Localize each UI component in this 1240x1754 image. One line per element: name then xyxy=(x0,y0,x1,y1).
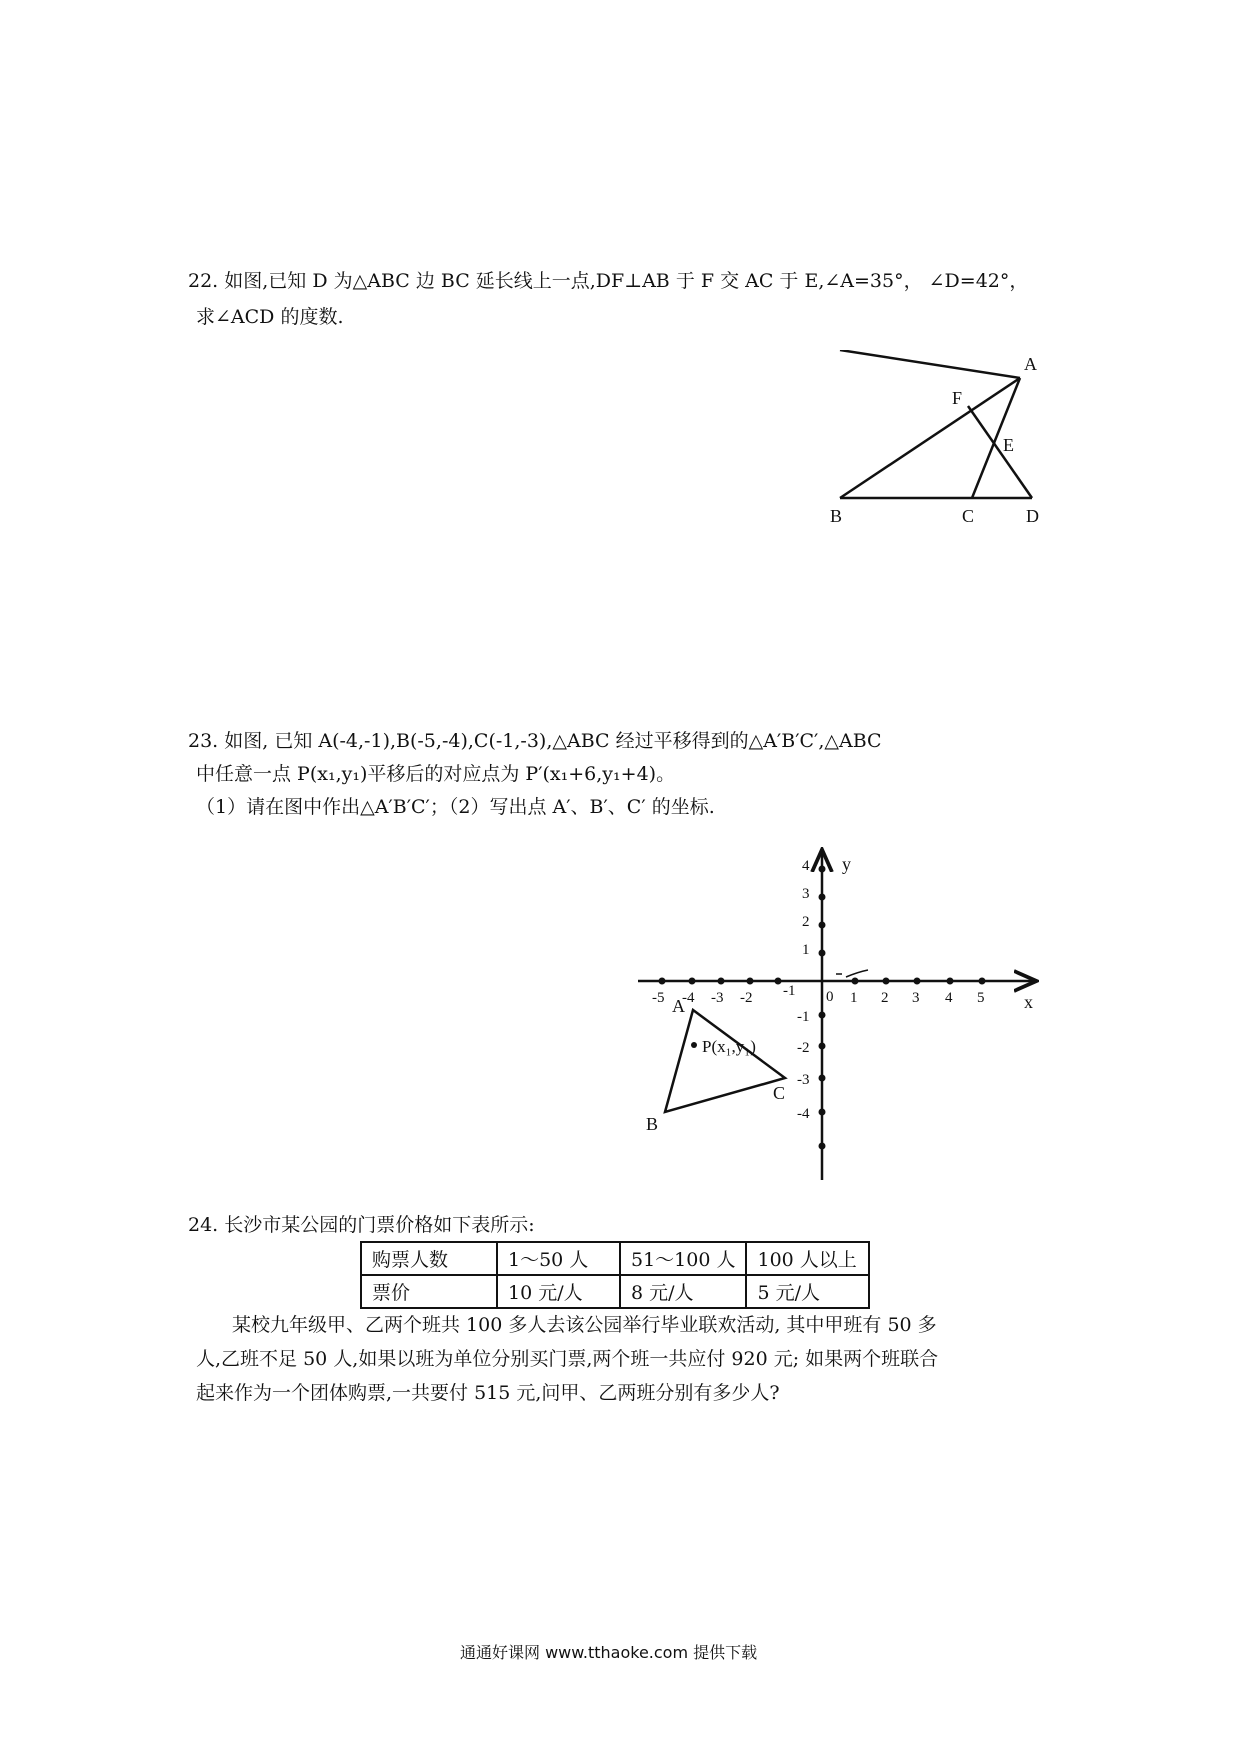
q24-para-line1: 某校九年级甲、乙两个班共 100 多人去该公园举行毕业联欢活动, 其中甲班有 50 多 xyxy=(232,1314,937,1336)
label-A: A xyxy=(1024,354,1037,374)
table-cell: 100 人以上 xyxy=(746,1242,869,1275)
label-E: E xyxy=(1003,435,1014,455)
x-tick-label: 5 xyxy=(977,990,985,1006)
segment-BA xyxy=(840,378,1020,498)
q24-intro: 24. 长沙市某公园的门票价格如下表所示: xyxy=(188,1214,535,1236)
x-tick-label: 4 xyxy=(945,990,953,1006)
table-cell: 8 元/人 xyxy=(620,1275,746,1308)
label-B: B xyxy=(830,506,843,526)
line-BA xyxy=(840,350,1020,378)
label-D: D xyxy=(1026,506,1039,526)
stray-mark xyxy=(836,970,868,977)
table-cell: 5 元/人 xyxy=(746,1275,869,1308)
label-F: F xyxy=(952,388,963,408)
table-row xyxy=(361,1242,869,1275)
point-label-A: A xyxy=(672,996,685,1016)
q23-coordinate-graph xyxy=(630,840,1050,1190)
point-label-B: B xyxy=(646,1114,659,1134)
y-axis-label: y xyxy=(842,854,851,874)
q24-para-line2: 人,乙班不足 50 人,如果以班为单位分别买门票,两个班一共应付 920 元; 如果两个班联合 xyxy=(196,1348,939,1370)
y-tick-label: 4 xyxy=(802,858,810,874)
table-cell: 票价 xyxy=(361,1275,497,1308)
q24-para-line3: 起来作为一个团体购票,一共要付 515 元,问甲、乙两班分别有多少人? xyxy=(196,1382,780,1404)
y-tick-label: -1 xyxy=(797,1009,810,1025)
origin-label: 0 xyxy=(826,989,834,1005)
q23-line1: 23. 如图, 已知 A(-4,-1),B(-5,-4),C(-1,-3),△ABC 经过平移得到的△A′B′C′,△ABC xyxy=(188,730,882,752)
x-tick-label: -1 xyxy=(783,983,796,999)
table-row xyxy=(361,1275,869,1308)
x-tick-label: 2 xyxy=(881,990,889,1006)
q22-line1: 22. 如图,已知 D 为△ABC 边 BC 延长线上一点,DF⊥AB 于 F 交 AC 于 E,∠A=35°， ∠D=42°， xyxy=(188,270,1029,292)
table-cell: 1～50 人 xyxy=(497,1242,620,1275)
table-cell: 购票人数 xyxy=(361,1242,497,1275)
y-tick-label: -3 xyxy=(797,1072,810,1088)
table-cell: 10 元/人 xyxy=(497,1275,620,1308)
footer-credit: 通通好课网 www.tthaoke.com 提供下载 xyxy=(460,1643,758,1662)
x-tick-label: -5 xyxy=(652,990,665,1006)
q23-line2: 中任意一点 P(x₁,y₁)平移后的对应点为 P′(x₁+6,y₁+4)。 xyxy=(196,763,676,785)
point-label-P: P(x₁,y₁) xyxy=(702,1037,756,1056)
y-tick-label: -4 xyxy=(797,1106,810,1122)
ticket-price-table xyxy=(360,1241,870,1309)
x-tick-label: -2 xyxy=(740,990,753,1006)
point-label-C: C xyxy=(773,1083,786,1103)
point-P xyxy=(691,1042,697,1048)
x-axis-label: x xyxy=(1024,992,1033,1012)
x-tick-label: 1 xyxy=(850,990,858,1006)
y-tick-label: 2 xyxy=(802,914,810,930)
triangle-ABC xyxy=(665,1010,785,1112)
x-tick-label: -3 xyxy=(711,990,724,1006)
y-tick-label: 1 xyxy=(802,942,810,958)
q22-triangle-figure xyxy=(820,350,1060,540)
label-C: C xyxy=(962,506,975,526)
table-cell: 51～100 人 xyxy=(620,1242,746,1275)
y-tick-label: -2 xyxy=(797,1040,810,1056)
q22-line2: 求∠ACD 的度数. xyxy=(196,306,344,328)
x-tick-label: -4 xyxy=(682,990,695,1006)
y-tick-label: 3 xyxy=(802,886,810,902)
x-tick-label: 3 xyxy=(912,990,920,1006)
q23-line3: （1）请在图中作出△A′B′C′；（2）写出点 A′、B′、C′ 的坐标. xyxy=(196,796,715,818)
